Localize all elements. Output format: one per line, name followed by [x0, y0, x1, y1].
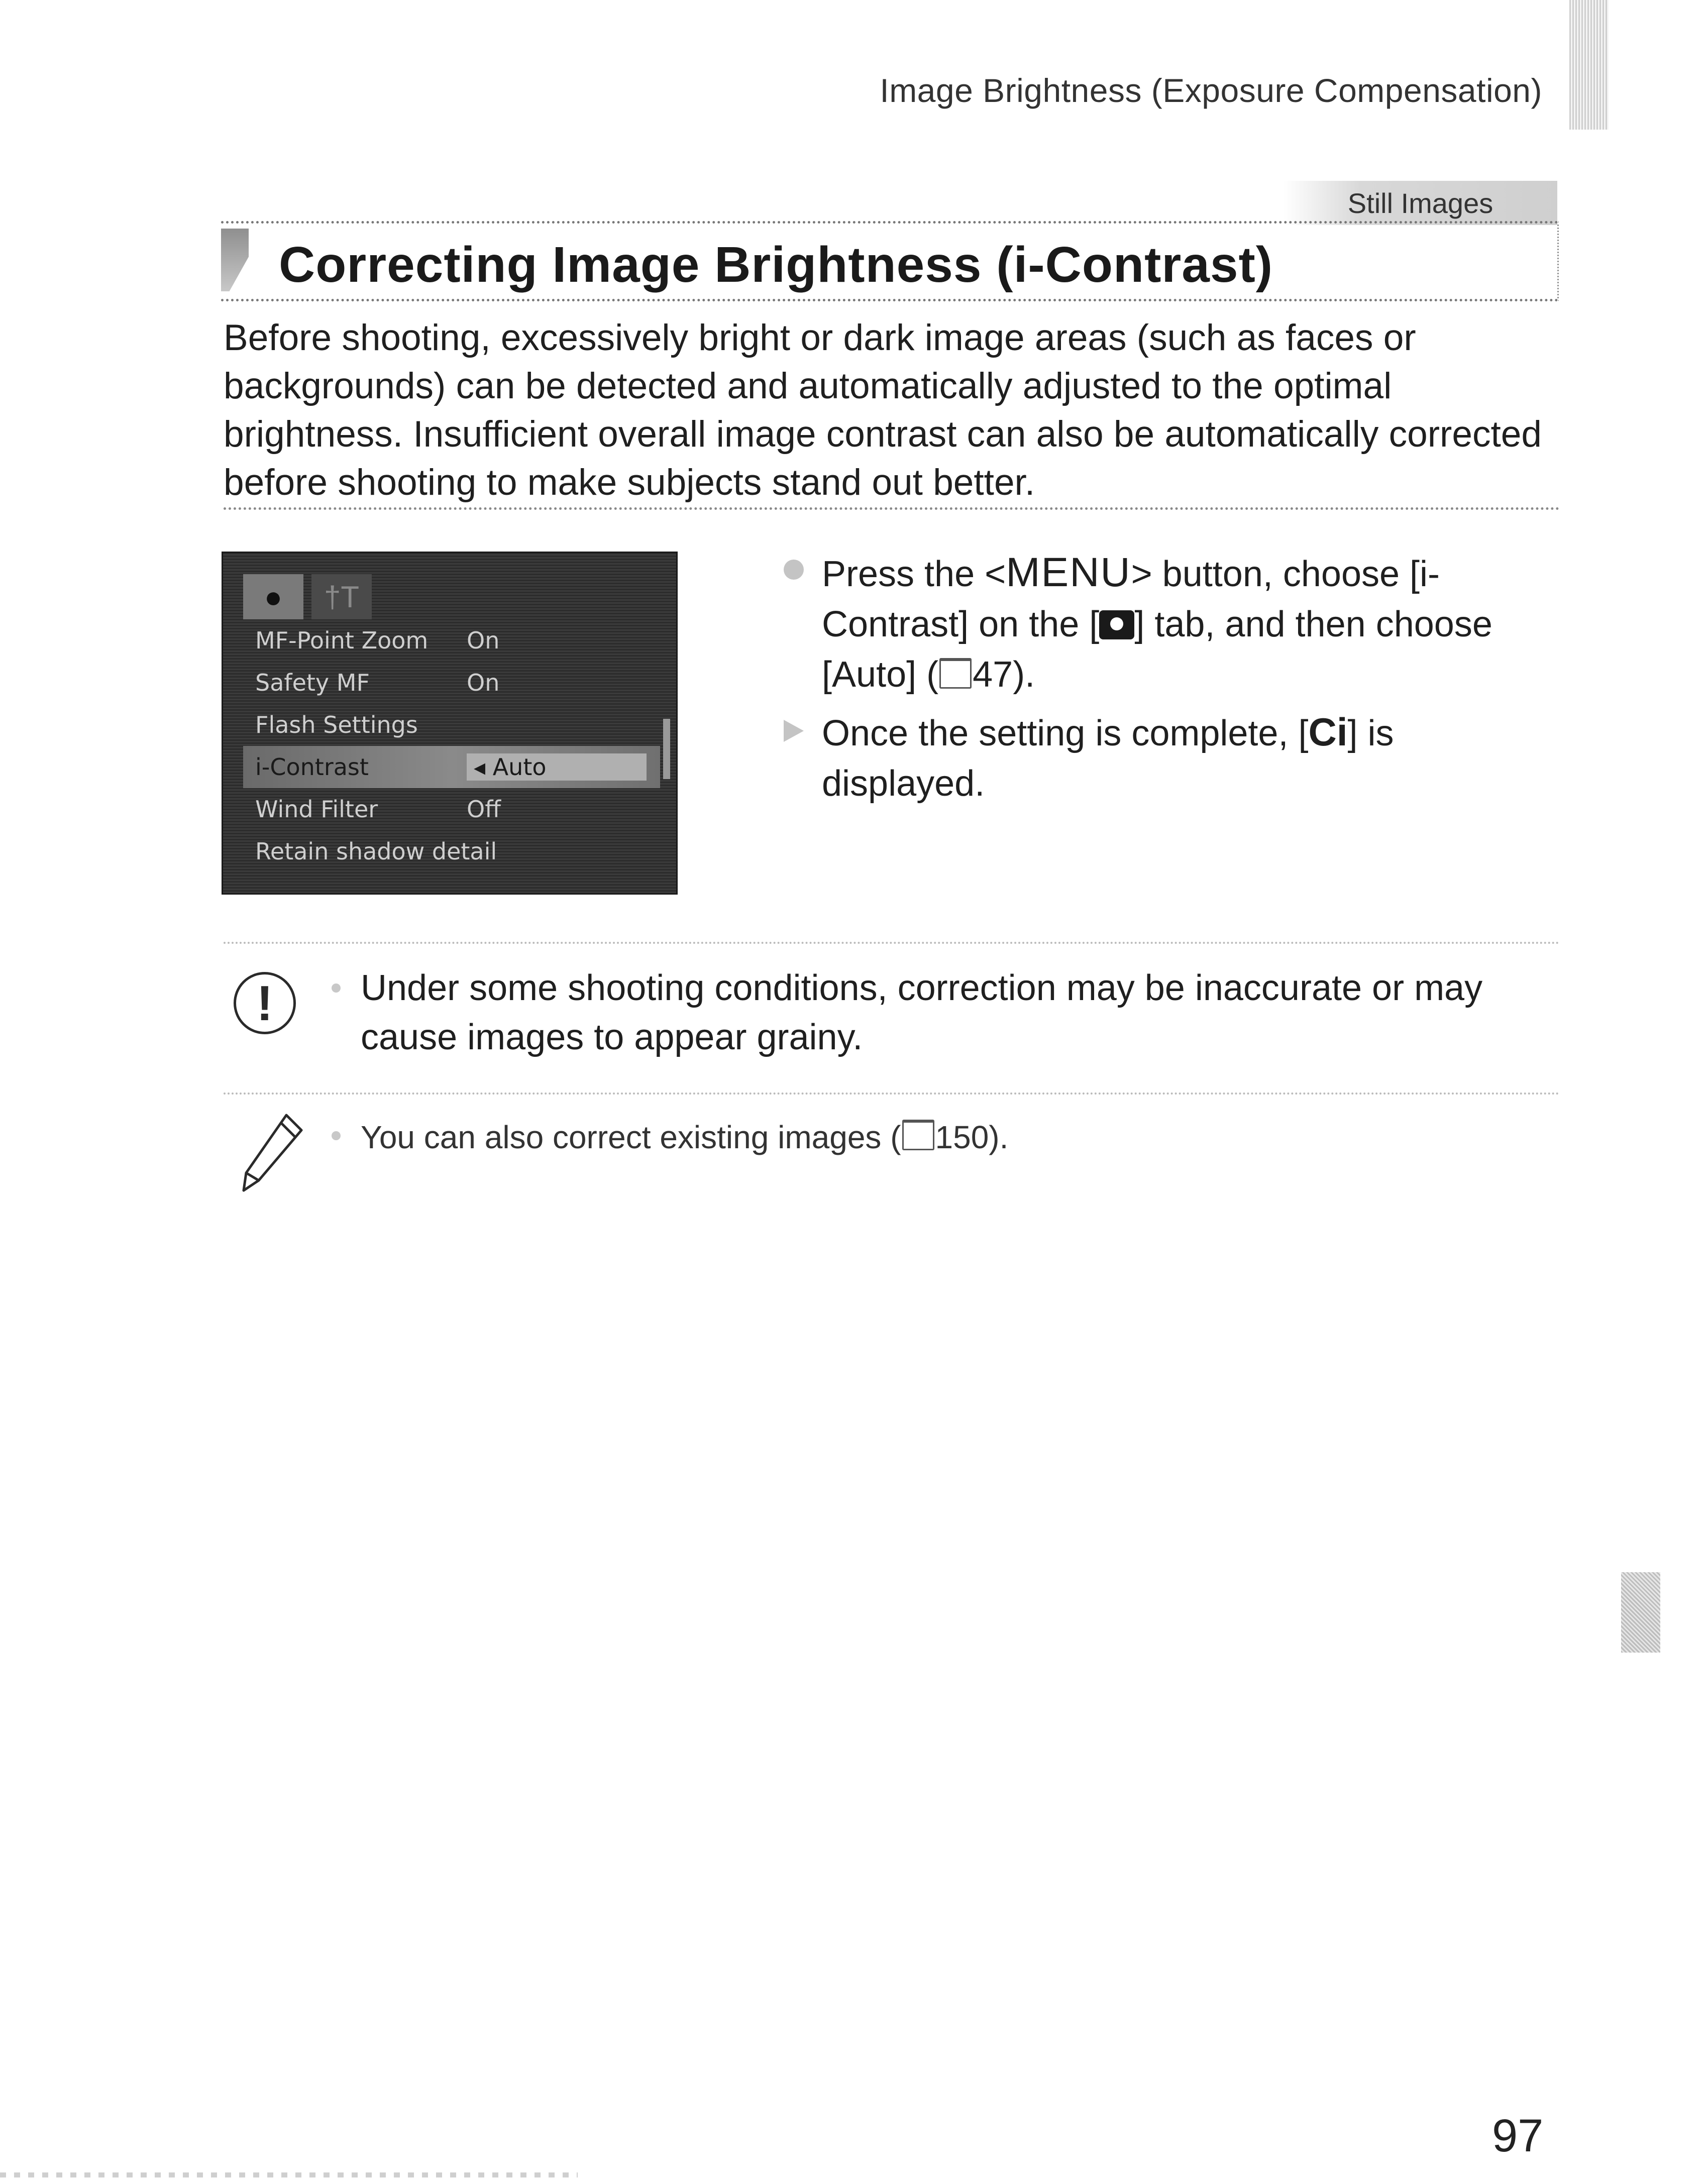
screen-menu-row	[243, 619, 660, 662]
section-divider	[224, 507, 1560, 510]
screen-menu-row	[243, 662, 660, 704]
step2-text-b: ] is displayed.	[822, 713, 1394, 804]
footer-print-marks	[0, 2172, 578, 2177]
caution-icon: !	[234, 972, 296, 1034]
book-icon	[902, 1120, 934, 1150]
note-divider-top	[224, 1093, 1560, 1095]
still-images-tag: Still Images	[1284, 181, 1557, 225]
note-text	[361, 1113, 1556, 1162]
caution-bullet-icon	[332, 984, 341, 993]
running-header: Image Brightness (Exposure Compensation)	[880, 72, 1542, 109]
camera-icon: ●	[243, 574, 303, 619]
edge-chapter-tab	[1621, 1572, 1660, 1653]
camera-menu-screenshot	[222, 552, 678, 895]
step1-page-ref: 47	[973, 655, 1013, 695]
caution-text: Under some shooting conditions, correction may be inaccurate or may cause images to appear grainy.	[361, 968, 1483, 1057]
settings-icon: †T	[311, 574, 372, 619]
step-item	[784, 548, 1557, 700]
step1-text-a: Press the <	[822, 554, 1006, 594]
result-arrow-icon	[784, 720, 804, 742]
screen-row-label: Wind Filter	[255, 796, 378, 823]
i-contrast-icon: Ci	[1308, 710, 1348, 754]
screen-row-label: MF-Point Zoom	[255, 627, 429, 654]
screen-menu-list	[243, 619, 660, 873]
edge-index-tab	[1569, 0, 1609, 130]
step1-text-d: ).	[1013, 655, 1035, 695]
step-bullet-icon	[784, 560, 804, 580]
section-title: Correcting Image Brightness (i-Contrast)	[279, 237, 1273, 293]
screen-row-label: Flash Settings	[255, 711, 418, 738]
book-icon	[939, 658, 972, 689]
screen-row-value: On	[467, 627, 500, 654]
screen-menu-row-selected	[243, 746, 660, 788]
screen-scrollbar	[663, 719, 670, 779]
note-text-a: You can also correct existing images (	[361, 1119, 901, 1155]
screen-tab-bar	[243, 574, 372, 624]
step-item	[784, 707, 1557, 809]
screen-row-label: i-Contrast	[255, 753, 369, 781]
note-page-ref: 150	[935, 1119, 989, 1155]
screen-menu-row	[243, 704, 660, 746]
screen-menu-row	[243, 788, 660, 830]
step-list	[784, 548, 1557, 809]
screen-row-label: Safety MF	[255, 669, 370, 696]
menu-button-label: MENU	[1006, 550, 1131, 595]
note-text-b: ).	[989, 1119, 1009, 1155]
intro-paragraph: Before shooting, excessively bright or dark image areas (such as faces or backgrounds) can be detected and automatically adjusted to the optimal brightness. Insufficient overall image contrast can also be automatically corrected before shooting to make subjects stand out better.	[224, 317, 1542, 503]
step2-text-a: Once the setting is complete, [	[822, 713, 1309, 753]
screen-row-label: Retain shadow detail	[255, 838, 497, 865]
camera-tab-icon	[1099, 610, 1134, 639]
pencil-icon	[236, 1110, 306, 1195]
screen-menu-row	[243, 830, 660, 873]
screen-row-value: ◂ Auto	[467, 753, 647, 781]
page-number: 97	[1492, 2110, 1544, 2161]
caution-divider-top	[224, 942, 1560, 944]
step1-text-c: ] tab, and then choose [Auto] (	[822, 604, 1492, 695]
step1-text-b: > button, choose [i-Contrast] on the [	[822, 554, 1440, 644]
screen-row-value: On	[467, 669, 500, 696]
screen-row-value: Off	[467, 796, 501, 823]
note-bullet-icon	[332, 1131, 341, 1140]
